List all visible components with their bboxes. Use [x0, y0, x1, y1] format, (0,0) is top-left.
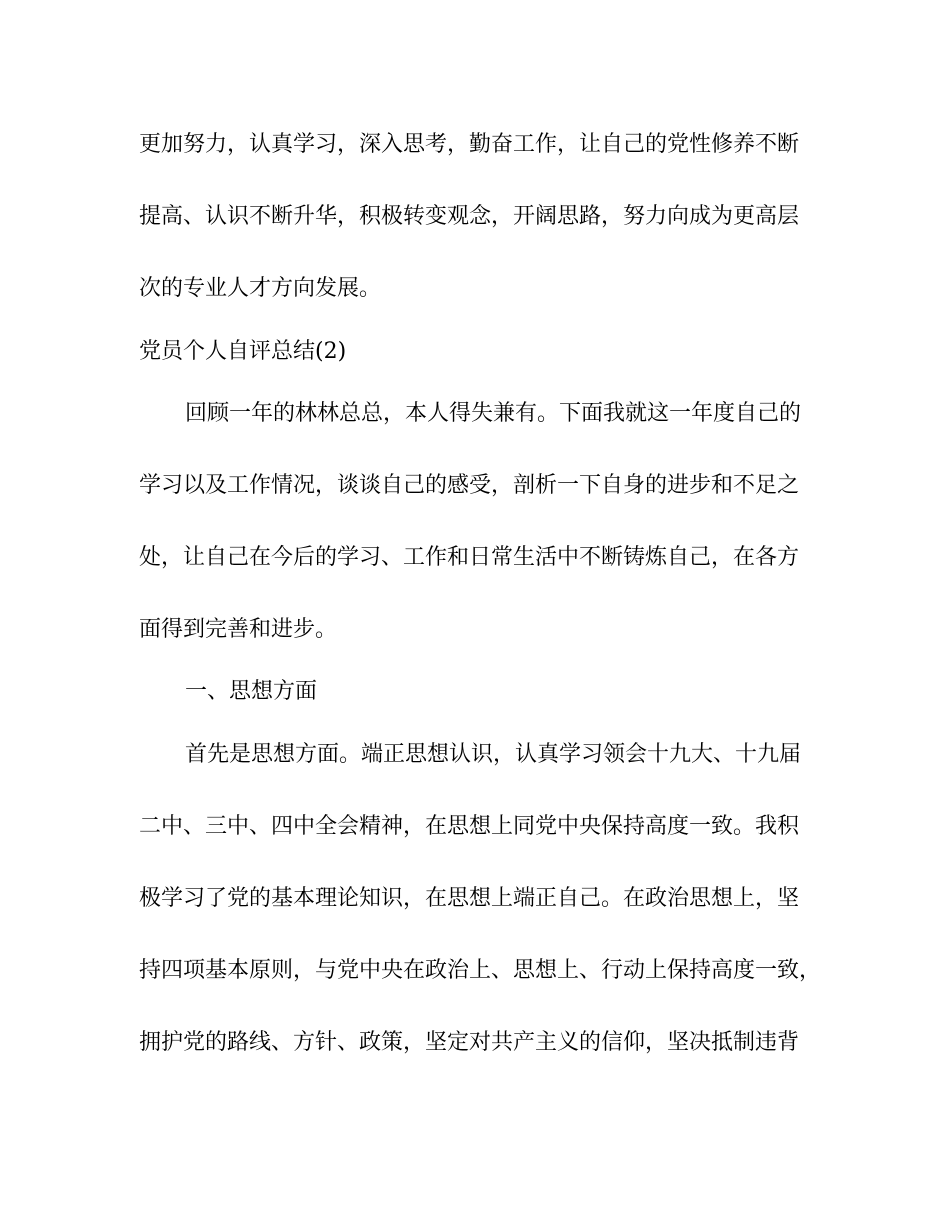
paragraph-line: 更加努力，认真学习，深入思考，勤奋工作，让自己的党性修养不断	[139, 132, 800, 157]
section-title: 党员个人自评总结(2)	[139, 339, 347, 364]
paragraph-line: 提高、认识不断升华，积极转变观念，开阔思路，努力向成为更高层	[139, 204, 800, 229]
paragraph-line: 首先是思想方面。端正思想认识，认真学习领会十九大、十九届	[185, 742, 802, 767]
paragraph-line: 处，让自己在今后的学习、工作和日常生活中不断铸炼自己，在各方	[139, 545, 800, 570]
paragraph-line: 回顾一年的林林总总，本人得失兼有。下面我就这一年度自己的	[185, 401, 802, 426]
paragraph-line: 次的专业人才方向发展。	[139, 276, 382, 301]
paragraph-line: 学习以及工作情况，谈谈自己的感受，剖析一下自身的进步和不足之	[139, 473, 800, 498]
subsection-heading: 一、思想方面	[185, 679, 318, 704]
paragraph-line: 持四项基本原则，与党中央在政治上、思想上、行动上保持高度一致，	[139, 958, 822, 983]
paragraph-line: 拥护党的路线、方针、政策，坚定对共产主义的信仰，坚决抵制违背	[139, 1030, 800, 1055]
paragraph-line: 面得到完善和进步。	[139, 617, 338, 642]
paragraph-line: 二中、三中、四中全会精神，在思想上同党中央保持高度一致。我积	[139, 814, 800, 839]
paragraph-line: 极学习了党的基本理论知识，在思想上端正自己。在政治思想上，坚	[139, 886, 800, 911]
